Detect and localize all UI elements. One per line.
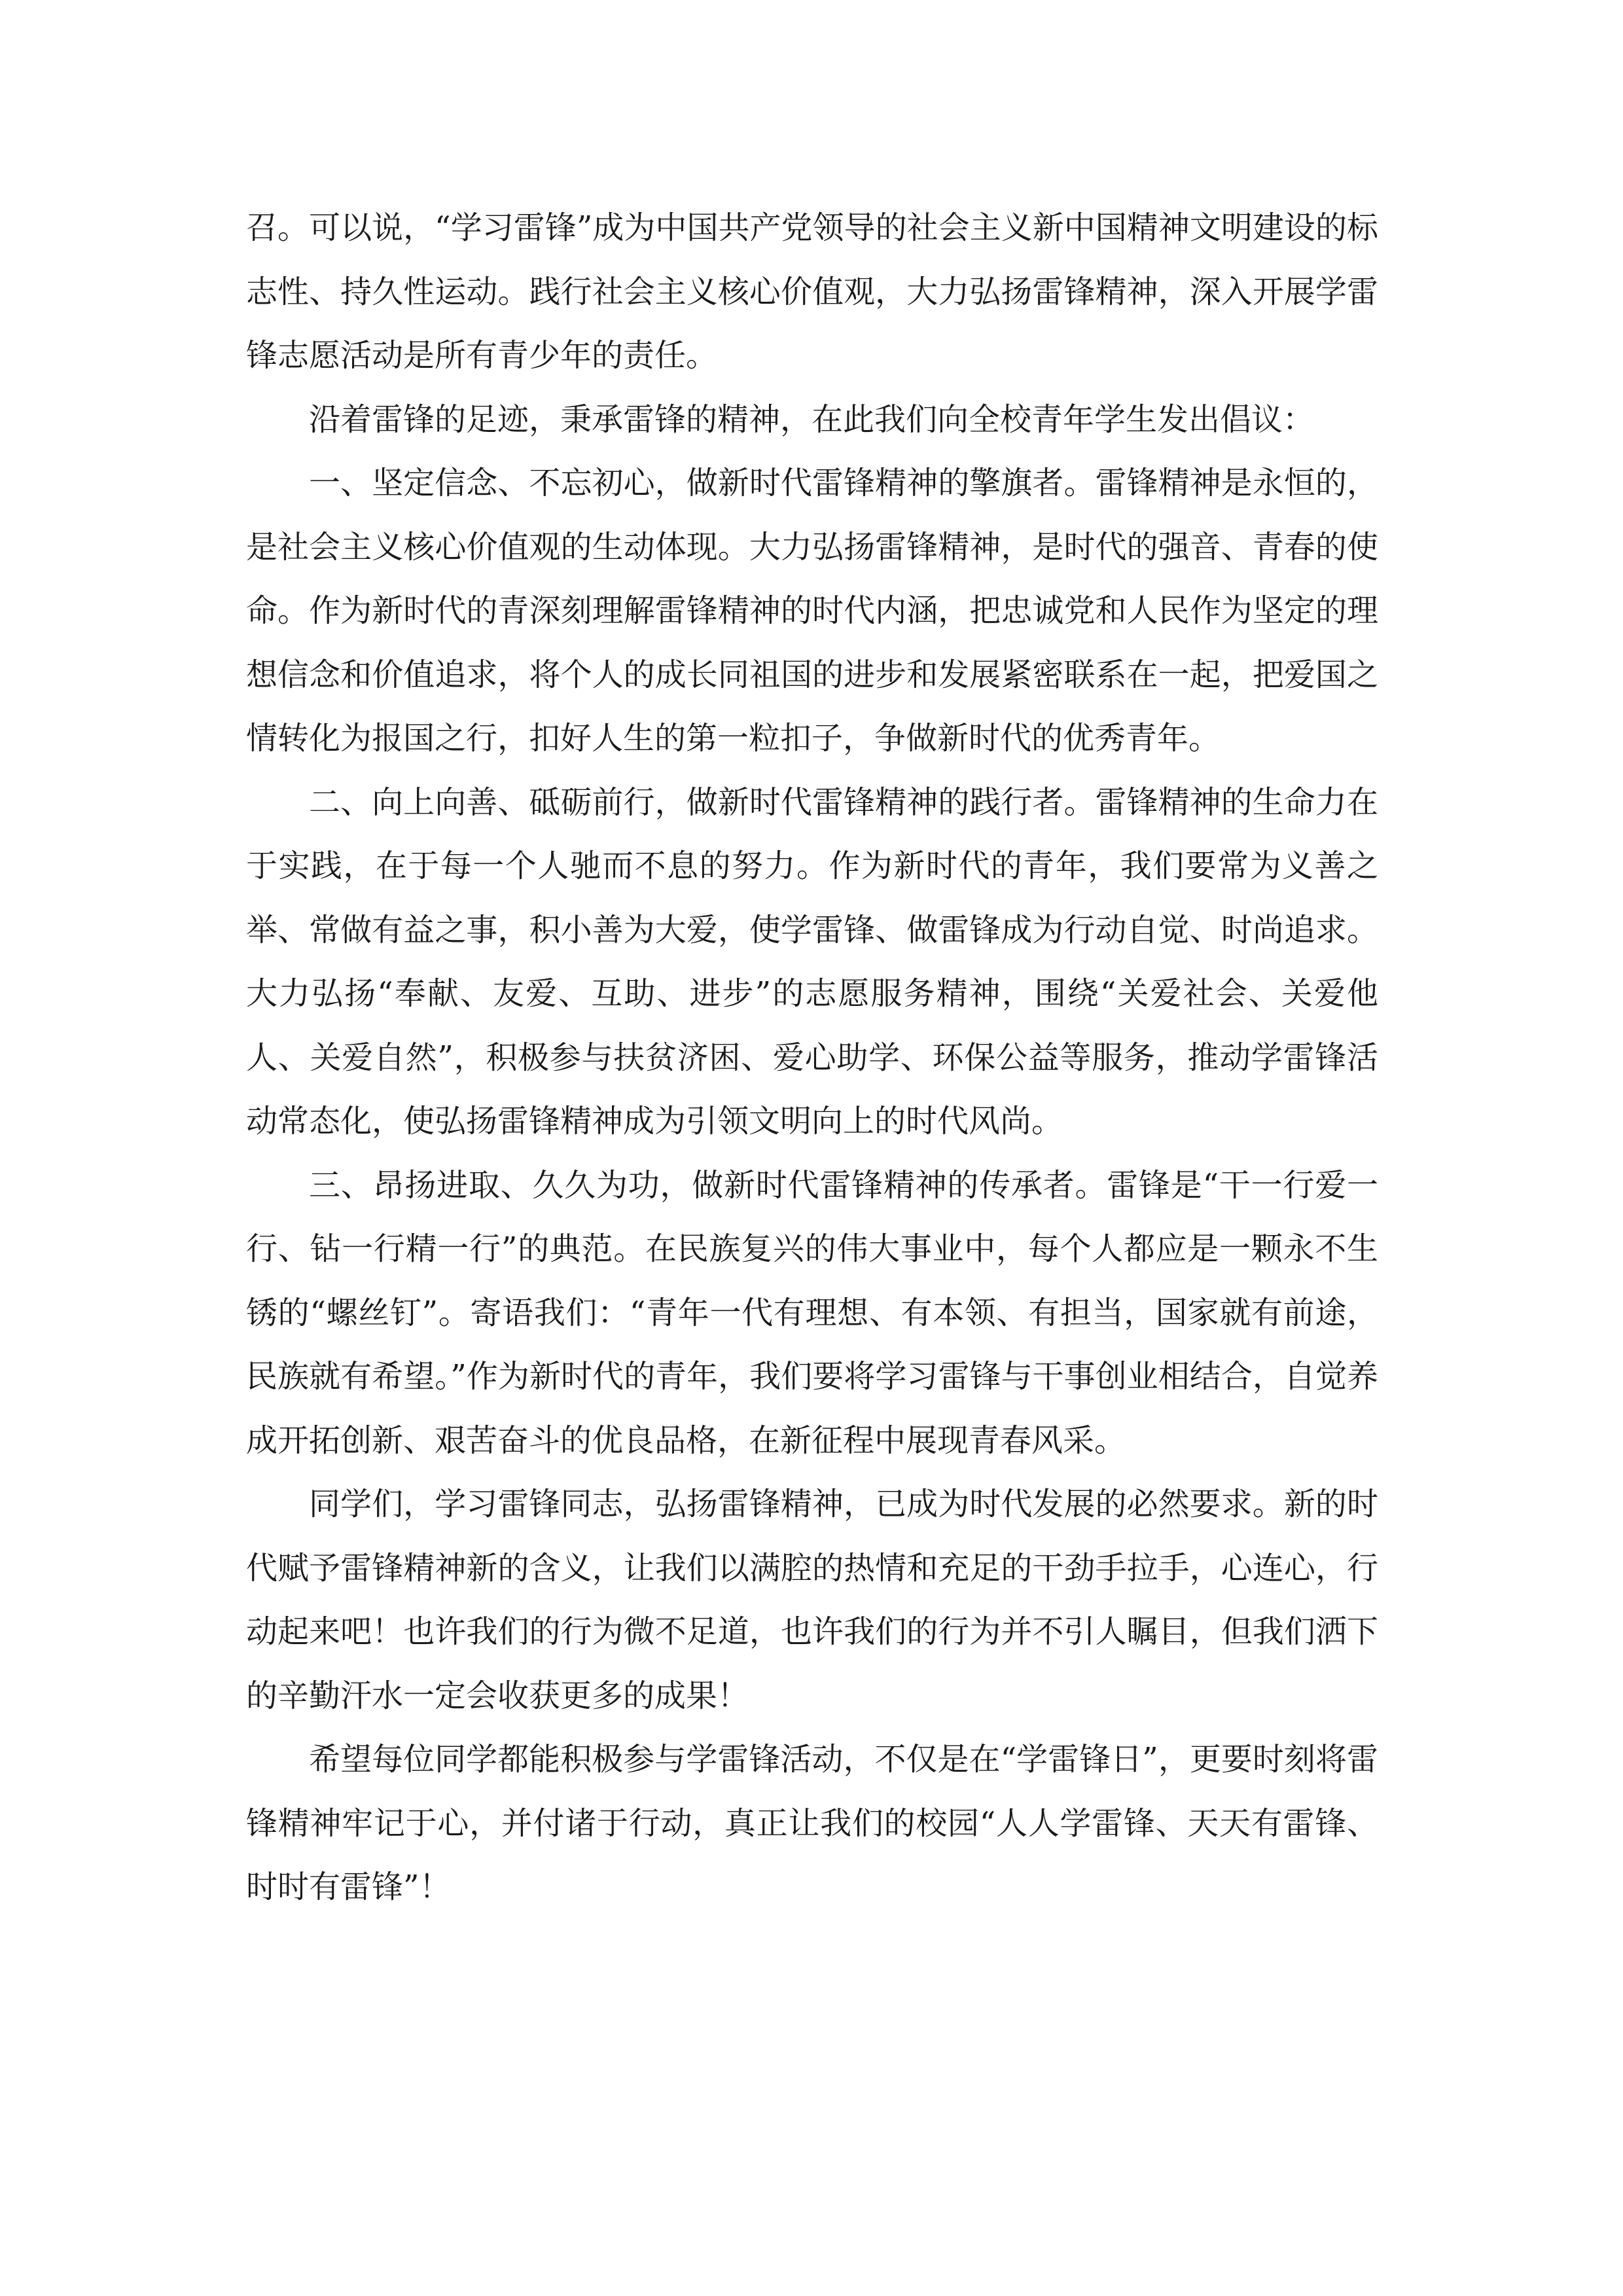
paragraph-closing: 希望每位同学都能积极参与学雷锋活动，不仅是在“学雷锋日”，更要时刻将雷锋精神牢记于心，并付诸于行动，真正让我们的校园“人人学雷锋、天天有雷锋、时时有雷锋”！ <box>246 1741 1378 1905</box>
paragraph-point-one: 一、坚定信念、不忘初心，做新时代雷锋精神的擎旗者。雷锋精神是永恒的，是社会主义核心价值观的生动体现。大力弘扬雷锋精神，是时代的强音、青春的使命。作为新时代的青深刻理解雷锋精神的时代内涵，把忠诚党和人民作为坚定的理想信念和价值追求，将个人的成长同祖国的进步和发展紧密联系在一起，把爱国之情转化为报国之行，扣好人生的第一粒扣子，争做新时代的优秀青年。 <box>246 465 1378 757</box>
paragraph-point-three: 三、昂扬进取、久久为功，做新时代雷锋精神的传承者。雷锋是“干一行爱一行、钻一行精一行”的典范。在民族复兴的伟大事业中，每个人都应是一颗永不生锈的“螺丝钉”。寄语我们：“青年一代有理想、有本领、有担当，国家就有前途，民族就有希望。”作为新时代的青年，我们要将学习雷锋与干事创业相结合，自觉养成开拓创新、艰苦奋斗的优良品格，在新征程中展现青春风采。 <box>246 1166 1378 1459</box>
paragraph-point-two: 二、向上向善、砥砺前行，做新时代雷锋精神的践行者。雷锋精神的生命力在于实践，在于每一个人驰而不息的努力。作为新时代的青年，我们要常为义善之举、常做有益之事，积小善为大爱，使学雷锋、做雷锋成为行动自觉、时尚追求。大力弘扬“奉献、友爱、互助、进步”的志愿服务精神，围绕“关爱社会、关爱他人、关爱自然”，积极参与扶贫济困、爱心助学、环保公益等服务，推动学雷锋活动常态化，使弘扬雷锋精神成为引领文明向上的时代风尚。 <box>246 783 1378 1139</box>
paragraph-proposal-intro: 沿着雷锋的足迹，秉承雷锋的精神，在此我们向全校青年学生发出倡议： <box>309 401 1315 438</box>
paragraph-continuation: 召。可以说，“学习雷锋”成为中国共产党领导的社会主义新中国精神文明建设的标志性、持久性运动。践行社会主义核心价值观，大力弘扬雷锋精神，深入开展学雷锋志愿活动是所有青少年的责任。 <box>246 209 1378 374</box>
paragraph-call-to-action: 同学们，学习雷锋同志，弘扬雷锋精神，已成为时代发展的必然要求。新的时代赋予雷锋精神新的含义，让我们以满腔的热情和充足的干劲手拉手，心连心，行动起来吧！也许我们的行为微不足道，也许我们的行为并不引人瞩目，但我们洒下的辛勤汗水一定会收获更多的成果！ <box>246 1486 1378 1714</box>
document-body <box>246 196 1378 1920</box>
